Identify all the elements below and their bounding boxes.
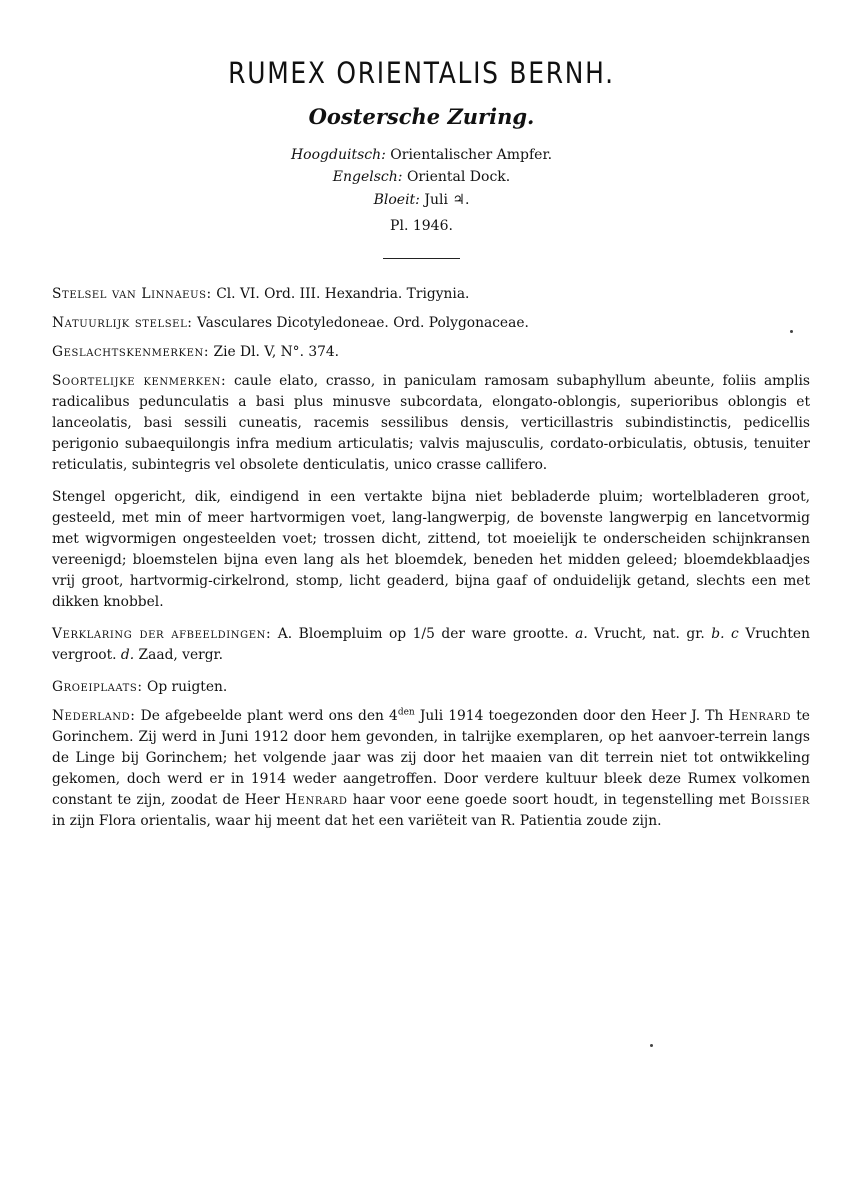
genus-text: Zie Dl. V, N°. 374.: [213, 344, 340, 360]
netherlands-text-5: in zijn Flora orientalis, waar hij meent dat het een variëteit van R. Patientia zoude zijn.: [52, 813, 662, 829]
english-value: Oriental Dock.: [406, 169, 511, 185]
text-body: [52, 284, 810, 843]
genus-section: [52, 342, 810, 363]
print-speck: [650, 1044, 653, 1047]
habitat-text: Op ruigten.: [147, 679, 228, 695]
description-paragraph: Stengel opgericht, dik, eindigend in een vertakte bijna niet bebladerde pluim; wortelbladeren groot, gesteeld, met min of meer hartvormigen voet, lang-langwerpig, de bovenste langwerpig en lancetvormig met wigvormigen ongesteelden voet; trossen dicht, zittend, tot moeielijk te onderscheiden schijnkransen vereenigd; bloemstelen bijna even lang als het bloemdek, beneden het midden geleed; bloemdekblaadjes vrij groot, hartvormig-cirkelrond, stomp, licht geaderd, bijna gaaf of onduidelijk getand, slechts een met dikken knobbel.: [52, 489, 810, 610]
netherlands-name-3: Boissier: [750, 792, 810, 808]
netherlands-text-2: Juli 1914 toegezonden door den Heer J. Th: [419, 708, 724, 724]
figures-bc: b. c: [711, 626, 739, 642]
figures-part1: A. Bloempluim op: [277, 626, 407, 642]
species-section: [52, 371, 810, 476]
netherlands-text-3: te Gorinchem. Zij werd in Juni 1912 door hem gevonden, in talrijke exemplaren, op het aanvoer-terrein langs de Linge bij Gorinchem; het volgende jaar was zij door het maaien van dit terrein niet tot ontwikkeling gekomen, doch werd er in 1914 weder aangetroffen. Door verdere kultuur bleek deze Rumex volkomen constant te zijn, zoodat de Heer: [52, 708, 810, 808]
netherlands-name-2: Henrard: [284, 792, 348, 808]
divider-rule: [383, 258, 460, 259]
english-label: Engelsch:: [332, 169, 403, 185]
print-speck: [790, 330, 793, 333]
natural-system-text: Vasculares Dicotyledoneae. Ord. Polygonaceae.: [196, 315, 529, 331]
figures-section: [52, 624, 810, 666]
netherlands-section: [52, 706, 810, 832]
page-title: RUMEX ORIENTALIS BERNH.: [228, 56, 615, 90]
plate-number: Pl. 1946.: [390, 218, 453, 234]
english-name-line: [0, 170, 843, 184]
netherlands-text-1: De afgebeelde plant werd ons den 4: [140, 708, 398, 724]
figures-fraction: 1/5: [412, 626, 435, 642]
figures-d: d.: [120, 647, 135, 663]
linnaeus-section: [52, 284, 810, 305]
figures-part2: der ware grootte.: [441, 626, 569, 642]
figures-part5: Zaad, vergr.: [138, 647, 224, 663]
netherlands-label: Nederland:: [52, 708, 136, 724]
habitat-section: [52, 677, 810, 698]
figures-label: Verklaring der afbeeldingen:: [52, 626, 272, 642]
natural-system-label: Natuurlijk stelsel:: [52, 315, 193, 331]
linnaeus-text: Cl. VI. Ord. III. Hexandria. Trigynia.: [216, 286, 470, 302]
habitat-label: Groeiplaats:: [52, 679, 143, 695]
german-name-line: [0, 148, 843, 162]
natural-system-section: [52, 313, 810, 334]
bloom-line: [0, 193, 843, 207]
netherlands-name-1: Henrard: [728, 708, 792, 724]
species-text: caule elato, crasso, in paniculam ramosam subaphyllum abeunte, foliis amplis radicalibus pedunculatis a basi plus minusve subcordata, elongato-oblongis, superioribus oblongis et lanceolatis, basi sessili cuneatis, racemis sessilibus densis, verticillastris subindistinctis, pedicellis perigonio subaequilongis infra medium articulatis; valvis majusculis, cordato-orbiculatis, obtusis, tenuiter reticulatis, subintegris vel obsolete denticulatis, unico crasse callifero.: [52, 373, 810, 473]
netherlands-sup: den: [397, 707, 415, 718]
figures-part3: Vrucht, nat. gr.: [594, 626, 705, 642]
species-label: Soortelijke kenmerken:: [52, 373, 227, 389]
figures-a: a.: [575, 626, 588, 642]
german-value: Orientalischer Ampfer.: [390, 147, 553, 163]
dutch-name: Oostersche Zuring.: [308, 104, 535, 129]
german-label: Hoogduitsch:: [290, 147, 386, 163]
linnaeus-label: Stelsel van Linnaeus:: [52, 286, 212, 302]
bloom-label: Bloeit:: [373, 192, 420, 208]
netherlands-text-4: haar voor eene goede soort houdt, in tegenstelling met: [352, 792, 746, 808]
bloom-value: Juli ♃.: [424, 192, 470, 208]
figures-part4: Vruchten vergroot.: [52, 626, 810, 663]
genus-label: Geslachtskenmerken:: [52, 344, 210, 360]
